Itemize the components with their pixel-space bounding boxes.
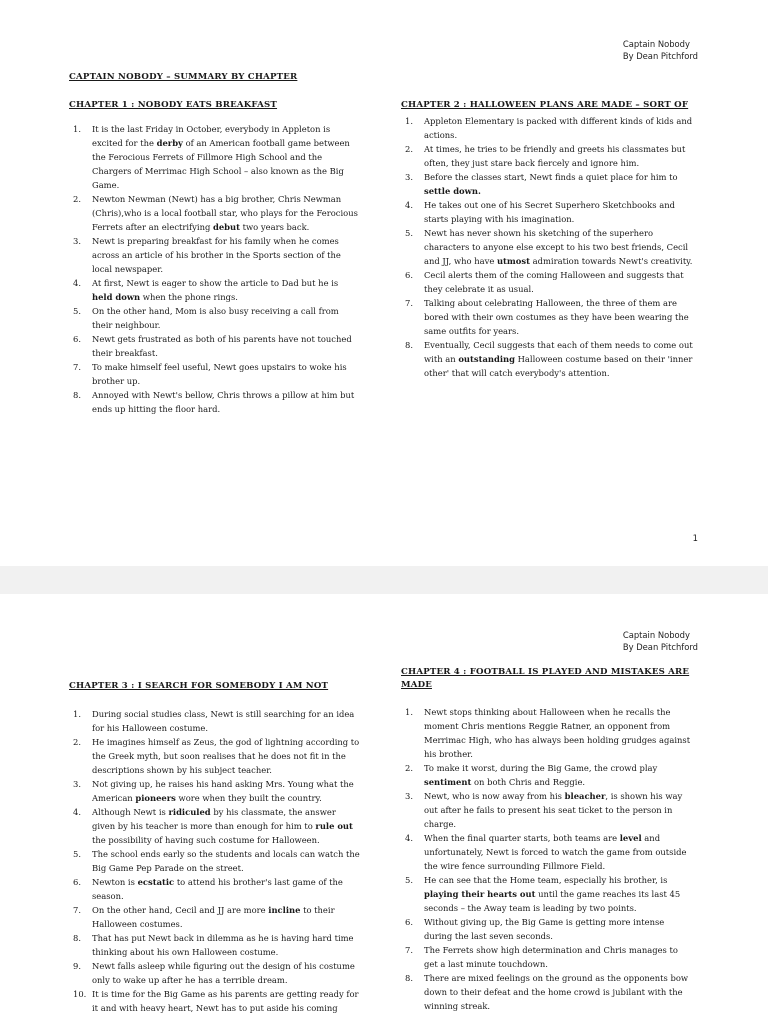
item-bold-term: level <box>619 833 642 843</box>
item-text: Cecil alerts them of the coming Halloween and suggests that they celebrate it as usual. <box>424 270 684 294</box>
item-text: Not giving up, he raises his hand asking Mrs. Young what the American <box>92 779 354 803</box>
item-text: That has put Newt back in dilemma as he is having hard time thinking about his own Halloween costume. <box>92 933 354 957</box>
item-number: 6. <box>73 877 81 887</box>
item-text: Halloween costume based on their 'inner other' that will catch everybody's attention. <box>424 354 693 378</box>
item-text: Newt gets frustrated as both of his parents have not touched their breakfast. <box>92 334 352 358</box>
item-number: 7. <box>73 905 81 915</box>
item-text: on both Chris and Reggie. <box>471 777 586 787</box>
list-item <box>69 360 361 388</box>
item-text: Newt falls asleep while figuring out the design of his costume only to wake up after he has a terrible dream. <box>92 961 355 985</box>
item-bold-term: incline <box>268 905 301 915</box>
item-number: 3. <box>405 791 413 801</box>
item-text: to attend his brother's last game of the season. <box>92 877 343 901</box>
list-item <box>401 761 693 789</box>
item-text: two years back. <box>239 222 310 232</box>
list-item <box>401 943 693 971</box>
list-item <box>401 114 693 142</box>
item-text: , is shown his way out after he fails to present his seat ticket to the person in charge. <box>424 791 683 829</box>
list-item <box>401 142 693 170</box>
item-text: and unfortunately, Newt is forced to watch the game from outside the wire fence surrounding Fillmore Field. <box>424 833 687 871</box>
item-number: 7. <box>405 945 413 955</box>
item-text: Appleton Elementary is packed with different kinds of kids and actions. <box>424 116 693 140</box>
item-bold-term: rule out <box>315 821 353 831</box>
list-item <box>401 170 693 198</box>
list-item <box>69 122 361 192</box>
item-text: Without giving up, the Big Game is getting more intense during the last seven seconds. <box>424 917 665 941</box>
header-author: By Dean Pitchford <box>622 51 698 61</box>
item-number: 1. <box>73 709 81 719</box>
list-item <box>69 276 361 304</box>
list-item <box>401 268 693 296</box>
item-number: 5. <box>405 875 413 885</box>
item-bold-term: ecstatic <box>137 877 175 887</box>
item-number: 9. <box>73 961 81 971</box>
item-text: There are mixed feelings on the ground as the opponents bow down to their defeat and the home crowd is jubilant with the winning streak. <box>424 973 689 1011</box>
item-text: It is the last Friday in October, everybody in Appleton is excited for the <box>92 124 331 148</box>
list-item <box>401 296 693 338</box>
item-bold-term: bleacher <box>564 791 606 801</box>
chapter-heading: CHAPTER 4 : FOOTBALL IS PLAYED AND MISTAKES ARE MADE <box>401 667 690 690</box>
list-item <box>69 707 361 735</box>
item-text: Talking about celebrating Halloween, the three of them are bored with their own costumes as they have been wearing the same outfits for years. <box>424 298 689 336</box>
chapter-2-section <box>401 99 693 380</box>
item-number: 6. <box>73 334 81 344</box>
item-text: At times, he tries to be friendly and greets his classmates but often, they just stare back fiercely and ignore him. <box>424 144 686 168</box>
list-item <box>69 805 361 847</box>
item-number: 2. <box>73 737 81 747</box>
item-number: 8. <box>405 973 413 983</box>
item-text: To make himself feel useful, Newt goes upstairs to woke his brother up. <box>92 362 347 386</box>
item-number: 1. <box>405 116 413 126</box>
item-number: 1. <box>73 124 81 134</box>
item-text: Newt, who is now away from his <box>424 791 565 801</box>
item-number: 2. <box>73 194 81 204</box>
item-text: Annoyed with Newt's bellow, Chris throws a pillow at him but ends up hitting the floor hard. <box>92 390 355 414</box>
item-number: 10. <box>73 989 87 999</box>
item-bold-term: sentiment <box>424 777 472 787</box>
item-text: On the other hand, Cecil and JJ are more <box>92 905 269 915</box>
item-text: Newt is preparing breakfast for his family when he comes across an article of his brother in the Sports section of the local newspaper. <box>92 236 341 274</box>
item-number: 5. <box>405 228 413 238</box>
item-text: to their Halloween costumes. <box>92 905 335 929</box>
item-bold-term: pioneers <box>135 793 176 803</box>
chapter-heading: CHAPTER 1 : NOBODY EATS BREAKFAST <box>69 100 278 110</box>
item-number: 7. <box>405 298 413 308</box>
item-bold-term: settle down. <box>424 186 481 196</box>
list-item <box>401 226 693 268</box>
item-number: 8. <box>405 340 413 350</box>
item-text: He imagines himself as Zeus, the god of lightning according to the Greek myth, but soon realises that he does not fit in the descriptions shown by his subject teacher. <box>92 737 360 775</box>
item-bold-term: debut <box>212 222 240 232</box>
item-number: 4. <box>405 833 413 843</box>
list-item <box>69 987 361 1015</box>
chapter-heading: CHAPTER 2 : HALLOWEEN PLANS ARE MADE – SORT OF <box>401 100 689 110</box>
item-text: When the final quarter starts, both teams are <box>424 833 620 843</box>
list-item <box>69 847 361 875</box>
item-number: 8. <box>73 933 81 943</box>
header-author: By Dean Pitchford <box>622 642 698 652</box>
item-number: 4. <box>73 278 81 288</box>
chapter-items <box>401 114 693 380</box>
item-number: 3. <box>405 172 413 182</box>
item-number: 5. <box>73 849 81 859</box>
page-number: 1 <box>692 533 698 543</box>
item-bold-term: derby <box>156 138 183 148</box>
item-text: until the game reaches its last 45 seconds – the Away team is leading by two points. <box>424 889 681 913</box>
item-text: He takes out one of his Secret Superhero Sketchbooks and starts playing with his imagination. <box>424 200 675 224</box>
item-text: At first, Newt is eager to show the article to Dad but he is <box>92 278 339 288</box>
list-item <box>69 931 361 959</box>
item-text: the possibility of having such costume for Halloween. <box>92 835 320 845</box>
item-number: 2. <box>405 144 413 154</box>
item-number: 3. <box>73 779 81 789</box>
list-item <box>69 959 361 987</box>
item-text: The Ferrets show high determination and Chris manages to get a last minute touchdown. <box>424 945 678 969</box>
item-number: 6. <box>405 917 413 927</box>
list-item <box>69 875 361 903</box>
item-bold-term: ridiculed <box>168 807 211 817</box>
item-text: of an American football game between the Ferocious Ferrets of Fillmore High School and the Chargers of Merrimac High School – also known as the Big Game. <box>92 138 350 190</box>
chapter-3-section <box>69 680 361 1015</box>
chapter-items <box>69 122 361 416</box>
list-item <box>69 388 361 416</box>
item-text: wore when they built the country. <box>175 793 322 803</box>
list-item <box>401 915 693 943</box>
list-item <box>401 705 693 761</box>
list-item <box>69 332 361 360</box>
item-number: 4. <box>405 200 413 210</box>
item-number: 6. <box>405 270 413 280</box>
page-2 <box>0 594 768 1024</box>
item-text: Although Newt is <box>92 807 169 817</box>
item-number: 7. <box>73 362 81 372</box>
list-item <box>401 831 693 873</box>
list-item <box>69 192 361 234</box>
item-text: Before the classes start, Newt finds a quiet place for him to <box>424 172 678 182</box>
item-bold-term: held down <box>92 292 141 302</box>
item-number: 4. <box>73 807 81 817</box>
header-title: Captain Nobody <box>622 630 690 640</box>
chapter-items <box>69 707 361 1015</box>
item-text: To make it worst, during the Big Game, the crowd play <box>424 763 658 773</box>
item-number: 1. <box>405 707 413 717</box>
chapter-heading: CHAPTER 3 : I SEARCH FOR SOMEBODY I AM NOT <box>69 681 329 691</box>
list-item <box>401 789 693 831</box>
item-text: Newton Newman (Newt) has a big brother, Chris Newman (Chris),who is a local football star, who plays for the Ferocious Ferrets after an electrifying <box>92 194 358 232</box>
item-text: Newt stops thinking about Halloween when he recalls the moment Chris mentions Reggie Ratner, an opponent from Merrimac High, who has always been holding grudges against his brother. <box>424 707 691 759</box>
chapter-4-section <box>401 666 693 1013</box>
list-item <box>69 234 361 276</box>
item-number: 2. <box>405 763 413 773</box>
list-item <box>401 198 693 226</box>
list-item <box>69 304 361 332</box>
item-text: Newton is <box>92 877 138 887</box>
document-title: CAPTAIN NOBODY – SUMMARY BY CHAPTER <box>69 72 298 82</box>
item-text: by his classmate, the answer given by his teacher is more than enough for him to <box>92 807 336 831</box>
header-title: Captain Nobody <box>622 39 690 49</box>
list-item <box>69 735 361 777</box>
item-text: Newt has never shown his sketching of the superhero characters to anyone else except to his two best friends, Cecil and JJ, who have <box>424 228 689 266</box>
list-item <box>69 777 361 805</box>
chapter-1-section <box>69 99 361 416</box>
item-text: On the other hand, Mom is also busy receiving a call from their neighbour. <box>92 306 339 330</box>
item-text: He can see that the Home team, especially his brother, is <box>424 875 668 885</box>
item-text: It is time for the Big Game as his parents are getting ready for it and with heavy heart, Newt has to put aside his coming <box>92 989 359 1013</box>
item-number: 3. <box>73 236 81 246</box>
item-number: 8. <box>73 390 81 400</box>
page-header <box>623 38 698 62</box>
item-text: The school ends early so the students and locals can watch the Big Game Pep Parade on the street. <box>92 849 360 873</box>
item-text: Eventually, Cecil suggests that each of them needs to come out with an <box>424 340 693 364</box>
list-item <box>401 873 693 915</box>
item-bold-term: utmost <box>496 256 530 266</box>
page-header <box>623 629 698 653</box>
list-item <box>401 971 693 1013</box>
item-bold-term: outstanding <box>458 354 515 364</box>
item-number: 5. <box>73 306 81 316</box>
item-text: During social studies class, Newt is still searching for an idea for his Halloween costume. <box>92 709 355 733</box>
list-item <box>401 338 693 380</box>
item-text: when the phone rings. <box>140 292 238 302</box>
item-bold-term: playing their hearts out <box>424 889 536 899</box>
list-item <box>69 903 361 931</box>
item-text: admiration towards Newt's creativity. <box>529 256 693 266</box>
chapter-items <box>401 705 693 1013</box>
